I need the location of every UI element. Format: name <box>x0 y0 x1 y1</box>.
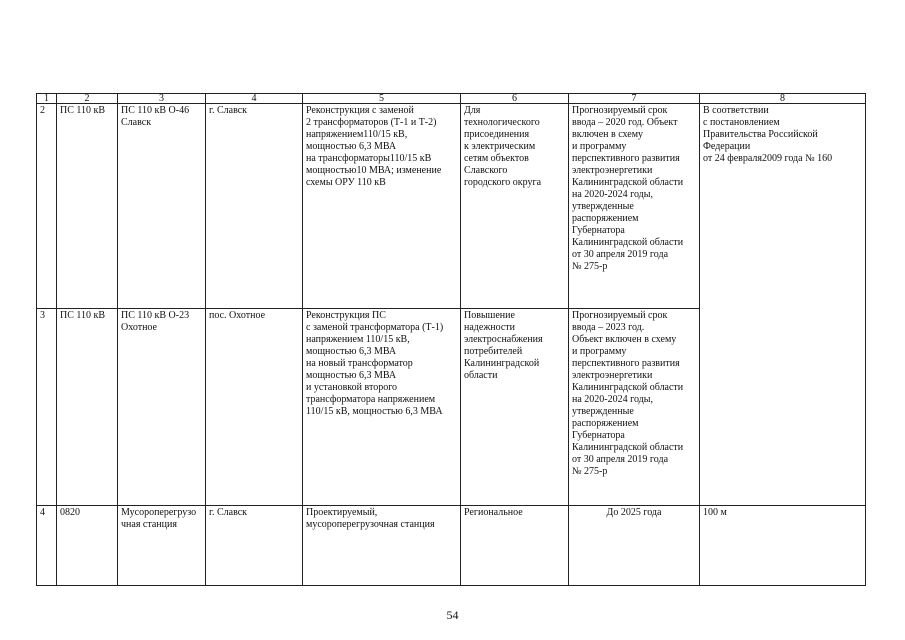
header-col-6: 6 <box>461 94 569 104</box>
location: пос. Охотное <box>206 309 303 506</box>
substation-type: ПС 110 кВ <box>57 309 118 506</box>
header-row <box>37 94 866 104</box>
purpose: Для технологического присоединения к электрическим сетям объектов Славского городского округа <box>461 104 569 309</box>
substation-type: ПС 110 кВ <box>57 104 118 309</box>
work-description: Проектируемый, мусороперегрузочная станция <box>303 506 461 586</box>
header-col-1: 1 <box>37 94 57 104</box>
work-description: Реконструкция ПС с заменой трансформатора (Т-1) напряжением 110/15 кВ, мощностью 6,3 МВА на новый трансформатор мощностью 6,3 МВА и установкой второго трансформатора напряжением 110/15 кВ, мощностью 6,3 МВА <box>303 309 461 506</box>
location: г. Славск <box>206 104 303 309</box>
header-col-7: 7 <box>569 94 700 104</box>
header-col-5: 5 <box>303 94 461 104</box>
legal-basis: В соответствии с постановлением Правительства Российской Федерации от 24 февраля2009 года № 160 <box>700 104 866 506</box>
object-name: Мусороперегрузо чная станция <box>118 506 206 586</box>
deadline: Прогнозируемый срок ввода – 2023 год. Объект включен в схему и программу перспективного развития электроэнергетики Калининградской области на 2020-2024 годы, утвержденные распоряжением Губернатора Калининградской области от 30 апреля 2019 года № 275-р <box>569 309 700 506</box>
planning-table <box>36 93 866 586</box>
table-row <box>37 506 866 586</box>
object-code: 0820 <box>57 506 118 586</box>
table-row <box>37 104 866 309</box>
work-description: Реконструкция с заменой 2 трансформаторов (Т-1 и Т-2) напряжением110/15 кВ, мощностью 6,3 МВА на трансформаторы110/15 кВ мощностью10 МВА; изменение схемы ОРУ 110 кВ <box>303 104 461 309</box>
row-number: 2 <box>37 104 57 309</box>
header-col-2: 2 <box>57 94 118 104</box>
header-col-3: 3 <box>118 94 206 104</box>
location: г. Славск <box>206 506 303 586</box>
header-col-8: 8 <box>700 94 866 104</box>
purpose: Региональное <box>461 506 569 586</box>
page-number: 54 <box>446 608 459 622</box>
zone-size: 100 м <box>700 506 866 586</box>
deadline: До 2025 года <box>569 506 700 586</box>
object-name: ПС 110 кВ О-46 Славск <box>118 104 206 309</box>
header-col-4: 4 <box>206 94 303 104</box>
row-number: 4 <box>37 506 57 586</box>
row-number: 3 <box>37 309 57 506</box>
purpose: Повышение надежности электроснабжения потребителей Калининградской области <box>461 309 569 506</box>
object-name: ПС 110 кВ О-23 Охотное <box>118 309 206 506</box>
deadline: Прогнозируемый срок ввода – 2020 год. Объект включен в схему и программу перспективного развития электроэнергетики Калининградской области на 2020-2024 годы, утвержденные распоряжением Губернатора Калининградской области от 30 апреля 2019 года № 275-р <box>569 104 700 309</box>
